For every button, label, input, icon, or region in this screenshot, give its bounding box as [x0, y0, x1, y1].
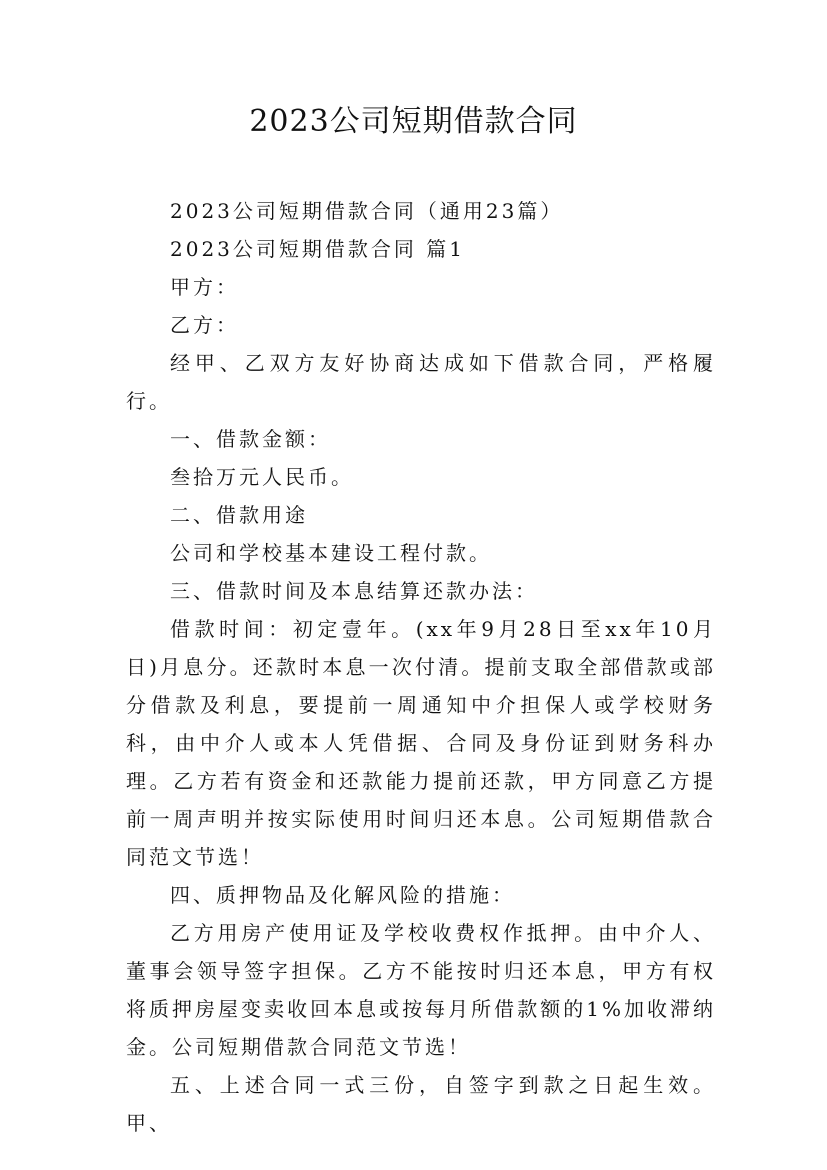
document-body — [126, 192, 716, 1142]
paragraph-agreement: 经甲、乙双方友好协商达成如下借款合同，严格履行。 — [126, 351, 716, 413]
paragraph-clause-2-heading: 二、借款用途 — [170, 503, 308, 527]
paragraph-clause-3-body: 借款时间：初定壹年。(xx年9月28日至xx年10月日)月息分。还款时本息一次付清。提前支取全部借款或部分借款及利息，要提前一周通知中介担保人或学校财务科，由中介人或本人凭借据、合同及身份证到财务科办理。乙方若有资金和还款能力提前还款，甲方同意乙方提前一周声明并按实际使用时间归还本息。公司短期借款合同范文节选！ — [126, 617, 716, 869]
paragraph-party-b: 乙方： — [170, 313, 239, 337]
paragraph-clause-4-heading: 四、质押物品及化解风险的措施： — [170, 883, 515, 907]
paragraph-party-a: 甲方： — [170, 275, 239, 299]
paragraph-clause-3-heading: 三、借款时间及本息结算还款办法： — [170, 579, 538, 603]
paragraph-clause-1-heading: 一、借款金额： — [170, 427, 331, 451]
document-title: 2023公司短期借款合同 — [249, 104, 578, 139]
paragraph-clause-1-body: 叁拾万元人民币。 — [170, 465, 354, 489]
paragraph-clause-4-body: 乙方用房产使用证及学校收费权作抵押。由中介人、董事会领导签字担保。乙方不能按时归还本息，甲方有权将质押房屋变卖收回本息或按每月所借款额的1%加收滞纳金。公司短期借款合同范文节选！ — [126, 921, 716, 1059]
paragraph-section-heading: 2023公司短期借款合同 篇1 — [170, 237, 465, 261]
paragraph-clause-2-body: 公司和学校基本建设工程付款。 — [170, 541, 492, 565]
paragraph-clause-5-body: 五、上述合同一式三份，自签字到款之日起生效。甲、 — [126, 1073, 716, 1135]
paragraph-subtitle: 2023公司短期借款合同（通用23篇） — [170, 199, 564, 223]
